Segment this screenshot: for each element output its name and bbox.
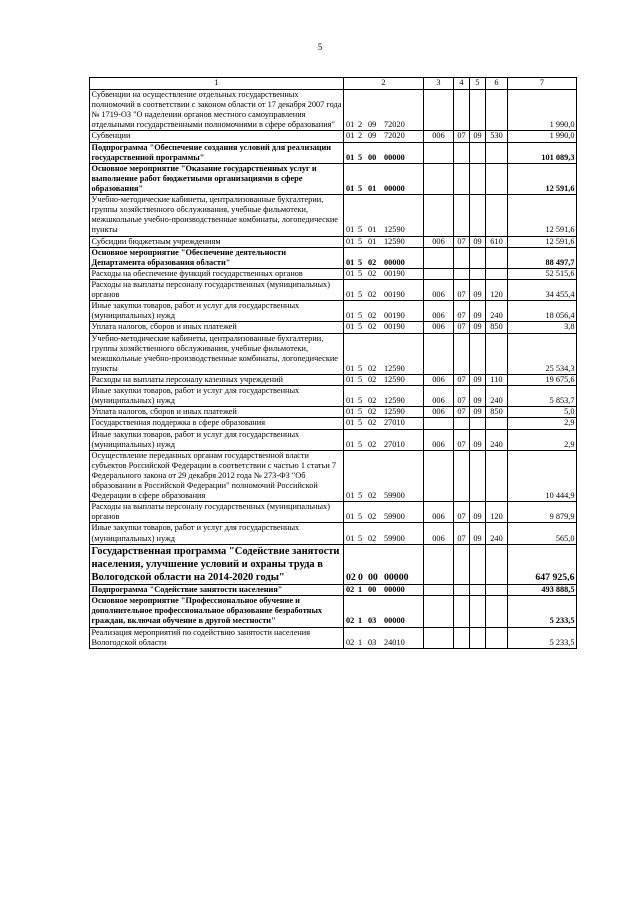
cell-expense-type — [486, 333, 508, 374]
code-event: 02 — [368, 491, 377, 501]
row-name: Субсидии бюджетным учреждениям — [90, 236, 344, 247]
code-event: 01 — [368, 183, 377, 193]
target-code — [344, 333, 424, 374]
cell-subsection — [470, 544, 486, 584]
code-event: 09 — [368, 120, 377, 130]
cell-ministry — [424, 142, 454, 163]
target-code — [344, 374, 424, 385]
cell-subsection: 09 — [470, 131, 486, 142]
cell-ministry: 006 — [424, 523, 454, 544]
row-name: Учебно-методические кабинеты, централизованные бухгалтерии, группы хозяйственного обслуживания, учебные фильмотеки, межшкольные учебно-производственные комбинаты, логопедические пункты — [90, 195, 344, 236]
code-program: 01 — [346, 374, 355, 384]
table-row — [90, 247, 577, 268]
cell-ministry: 006 — [424, 301, 454, 322]
cell-amount: 10 444,9 — [508, 450, 577, 502]
code-program: 01 — [346, 225, 355, 235]
code-subprogram: 5 — [358, 407, 363, 417]
code-program: 02 — [346, 616, 355, 626]
row-name: Основное мероприятие "Оказание государственных услуг и выполнение работ бюджетными организациями в сфере образования" — [90, 163, 344, 194]
cell-section: 07 — [454, 236, 470, 247]
cell-expense-type — [486, 90, 508, 131]
code-subprogram: 5 — [358, 363, 363, 373]
cell-ministry — [424, 585, 454, 596]
row-name: Уплата налогов, сборов и иных платежей — [90, 322, 344, 333]
column-header: 7 — [508, 78, 577, 90]
cell-section: 07 — [454, 502, 470, 523]
cell-expense-type — [486, 142, 508, 163]
code-program: 01 — [346, 268, 355, 278]
row-name: Расходы на выплаты персоналу государственных (муниципальных) органов — [90, 502, 344, 523]
code-event: 02 — [368, 512, 377, 522]
target-code — [344, 131, 424, 142]
cell-amount: 52 515,6 — [508, 268, 577, 279]
code-subprogram: 5 — [358, 183, 363, 193]
cell-amount: 3,8 — [508, 322, 577, 333]
cell-subsection — [470, 333, 486, 374]
code-program: 01 — [346, 290, 355, 300]
code-subprogram: 5 — [358, 311, 363, 321]
code-direction: 27010 — [384, 439, 405, 449]
table-row — [90, 374, 577, 385]
row-name: Иные закупки товаров, работ и услуг для государственных (муниципальных) нужд — [90, 386, 344, 407]
cell-section — [454, 142, 470, 163]
cell-amount: 565,0 — [508, 523, 577, 544]
target-code — [344, 418, 424, 429]
cell-expense-type — [486, 596, 508, 627]
code-event: 01 — [368, 225, 377, 235]
cell-expense-type — [486, 268, 508, 279]
code-program: 01 — [346, 396, 355, 406]
row-name: Расходы на обеспечение функций государственных органов — [90, 268, 344, 279]
row-name: Иные закупки товаров, работ и услуг для государственных (муниципальных) нужд — [90, 301, 344, 322]
cell-section — [454, 268, 470, 279]
page-number: 5 — [317, 42, 323, 52]
cell-section — [454, 90, 470, 131]
cell-section: 07 — [454, 301, 470, 322]
table-row — [90, 418, 577, 429]
code-subprogram: 5 — [358, 491, 363, 501]
target-code — [344, 450, 424, 502]
cell-section: 07 — [454, 131, 470, 142]
row-name: Иные закупки товаров, работ и услуг для государственных (муниципальных) нужд — [90, 429, 344, 450]
cell-ministry: 006 — [424, 429, 454, 450]
code-subprogram: 1 — [358, 616, 363, 626]
cell-amount: 101 089,3 — [508, 142, 577, 163]
code-event: 02 — [368, 311, 377, 321]
cell-section: 07 — [454, 429, 470, 450]
code-subprogram: 5 — [358, 257, 363, 267]
code-program: 01 — [346, 152, 355, 162]
cell-amount: 647 925,6 — [508, 544, 577, 584]
code-program: 01 — [346, 183, 355, 193]
table-row — [90, 195, 577, 236]
target-code — [344, 585, 424, 596]
row-name: Государственная программа "Содействие занятости населения, улучшение условий и охраны труда в Вологодской области на 2014-2020 годы" — [90, 544, 344, 584]
cell-ministry: 006 — [424, 322, 454, 333]
code-event: 02 — [368, 374, 377, 384]
cell-ministry — [424, 333, 454, 374]
row-name: Уплата налогов, сборов и иных платежей — [90, 407, 344, 418]
table-row — [90, 429, 577, 450]
code-direction: 72020 — [384, 131, 405, 141]
target-code — [344, 195, 424, 236]
target-code — [344, 544, 424, 584]
target-code — [344, 279, 424, 300]
cell-expense-type: 120 — [486, 502, 508, 523]
cell-expense-type: 850 — [486, 407, 508, 418]
target-code — [344, 163, 424, 194]
budget-table — [89, 77, 577, 649]
code-direction: 00000 — [384, 585, 405, 595]
cell-expense-type: 110 — [486, 374, 508, 385]
code-event: 02 — [368, 533, 377, 543]
code-program: 02 — [346, 585, 355, 595]
column-header: 4 — [454, 78, 470, 90]
cell-amount: 12 591,6 — [508, 195, 577, 236]
cell-ministry — [424, 90, 454, 131]
target-code — [344, 386, 424, 407]
code-event: 00 — [368, 572, 378, 584]
code-direction: 12590 — [384, 236, 405, 246]
row-name: Основное мероприятие "Профессиональное обучение и дополнительное профессиональное образование безработных граждан, включая обучение в другой местности" — [90, 596, 344, 627]
cell-amount: 2,9 — [508, 429, 577, 450]
cell-expense-type — [486, 195, 508, 236]
cell-amount: 9 879,9 — [508, 502, 577, 523]
code-subprogram: 5 — [358, 533, 363, 543]
code-program: 01 — [346, 257, 355, 267]
table-row — [90, 131, 577, 142]
row-name: Реализация мероприятий по содействию занятости населения Вологодской области — [90, 627, 344, 648]
table-row — [90, 544, 577, 584]
code-event: 00 — [368, 585, 377, 595]
cell-subsection — [470, 163, 486, 194]
code-event: 02 — [368, 363, 377, 373]
cell-ministry — [424, 195, 454, 236]
cell-ministry: 006 — [424, 374, 454, 385]
code-program: 01 — [346, 120, 355, 130]
cell-subsection: 09 — [470, 374, 486, 385]
target-code — [344, 247, 424, 268]
column-header: 1 — [90, 78, 344, 90]
code-direction: 27010 — [384, 418, 405, 428]
code-direction: 72020 — [384, 120, 405, 130]
code-direction: 00190 — [384, 311, 405, 321]
code-event: 02 — [368, 322, 377, 332]
column-header: 5 — [470, 78, 486, 90]
target-code — [344, 301, 424, 322]
target-code — [344, 142, 424, 163]
code-program: 01 — [346, 363, 355, 373]
cell-expense-type — [486, 585, 508, 596]
cell-section — [454, 418, 470, 429]
target-code — [344, 407, 424, 418]
cell-amount: 12 591,6 — [508, 236, 577, 247]
table-row — [90, 523, 577, 544]
code-direction: 00000 — [384, 152, 405, 162]
code-subprogram: 5 — [358, 290, 363, 300]
cell-subsection: 09 — [470, 386, 486, 407]
cell-ministry: 006 — [424, 279, 454, 300]
cell-subsection: 09 — [470, 429, 486, 450]
code-event: 02 — [368, 257, 377, 267]
cell-subsection — [470, 627, 486, 648]
code-direction: 59900 — [384, 533, 405, 543]
code-event: 01 — [368, 236, 377, 246]
code-program: 01 — [346, 407, 355, 417]
table-row — [90, 407, 577, 418]
code-event: 03 — [368, 616, 377, 626]
table-row — [90, 333, 577, 374]
cell-amount: 2,9 — [508, 418, 577, 429]
code-direction: 59900 — [384, 491, 405, 501]
cell-subsection — [470, 450, 486, 502]
cell-amount: 1 990,0 — [508, 90, 577, 131]
table-row — [90, 386, 577, 407]
cell-ministry — [424, 627, 454, 648]
code-event: 02 — [368, 290, 377, 300]
cell-expense-type — [486, 418, 508, 429]
cell-section: 07 — [454, 322, 470, 333]
cell-ministry — [424, 544, 454, 584]
cell-ministry — [424, 163, 454, 194]
column-header: 2 — [344, 78, 424, 90]
row-name: Осуществление переданных органам государственной власти субъектов Российской Федерации в соответствии с частью 1 статьи 7 Федерального закона от 29 декабря 2012 года № 273-ФЗ "Об образовании в Российской Федерации" полномочий Российской Федерации в сфере образования — [90, 450, 344, 502]
row-name: Субвенции — [90, 131, 344, 142]
row-name: Расходы на выплаты персоналу казенных учреждений — [90, 374, 344, 385]
table-row — [90, 301, 577, 322]
code-direction: 00000 — [384, 257, 405, 267]
code-event: 00 — [368, 152, 377, 162]
cell-subsection: 09 — [470, 322, 486, 333]
code-program: 01 — [346, 311, 355, 321]
code-direction: 12590 — [384, 363, 405, 373]
cell-amount: 88 497,7 — [508, 247, 577, 268]
cell-expense-type — [486, 163, 508, 194]
code-subprogram: 2 — [358, 120, 363, 130]
code-direction: 12590 — [384, 396, 405, 406]
code-event: 03 — [368, 637, 377, 647]
cell-ministry: 006 — [424, 386, 454, 407]
target-code — [344, 596, 424, 627]
cell-subsection — [470, 585, 486, 596]
cell-section: 07 — [454, 374, 470, 385]
target-code — [344, 502, 424, 523]
row-name: Основное мероприятие "Обеспечение деятельности Департамента образования области" — [90, 247, 344, 268]
code-program: 01 — [346, 512, 355, 522]
table-row — [90, 585, 577, 596]
code-program: 02 — [346, 572, 356, 584]
row-name: Субвенции на осуществление отдельных государственных полномочий в соответствии с законом области от 17 декабря 2007 года № 1719-ОЗ "О наделении органов местного самоуправления отдельными государственными полномочиями в сфере образования" — [90, 90, 344, 131]
cell-expense-type: 240 — [486, 301, 508, 322]
cell-ministry: 006 — [424, 407, 454, 418]
code-program: 01 — [346, 491, 355, 501]
cell-subsection: 09 — [470, 279, 486, 300]
target-code — [344, 429, 424, 450]
cell-section — [454, 627, 470, 648]
code-program: 01 — [346, 439, 355, 449]
code-subprogram: 5 — [358, 512, 363, 522]
table-row — [90, 236, 577, 247]
cell-ministry: 006 — [424, 236, 454, 247]
row-name: Подпрограмма "Содействие занятости населения" — [90, 585, 344, 596]
code-program: 02 — [346, 637, 355, 647]
row-name: Подпрограмма "Обеспечение создания условий для реализации государственной программы" — [90, 142, 344, 163]
cell-section: 07 — [454, 386, 470, 407]
cell-section — [454, 333, 470, 374]
row-name: Иные закупки товаров, работ и услуг для государственных (муниципальных) нужд — [90, 523, 344, 544]
code-program: 01 — [346, 533, 355, 543]
code-direction: 12590 — [384, 225, 405, 235]
row-name: Государственная поддержка в сфере образования — [90, 418, 344, 429]
cell-amount: 19 675,6 — [508, 374, 577, 385]
cell-amount: 493 888,5 — [508, 585, 577, 596]
code-subprogram: 1 — [358, 637, 363, 647]
code-direction: 59900 — [384, 512, 405, 522]
cell-amount: 12 591,6 — [508, 163, 577, 194]
code-subprogram: 5 — [358, 439, 363, 449]
cell-expense-type — [486, 247, 508, 268]
target-code — [344, 268, 424, 279]
cell-expense-type: 240 — [486, 523, 508, 544]
code-program: 01 — [346, 322, 355, 332]
cell-section — [454, 585, 470, 596]
code-subprogram: 1 — [358, 585, 363, 595]
cell-section: 07 — [454, 279, 470, 300]
cell-ministry: 006 — [424, 502, 454, 523]
code-subprogram: 5 — [358, 236, 363, 246]
table-row — [90, 596, 577, 627]
code-subprogram: 5 — [358, 418, 363, 428]
cell-subsection: 09 — [470, 407, 486, 418]
cell-section — [454, 596, 470, 627]
cell-expense-type — [486, 627, 508, 648]
cell-expense-type — [486, 450, 508, 502]
cell-expense-type: 530 — [486, 131, 508, 142]
target-code — [344, 523, 424, 544]
cell-expense-type: 240 — [486, 386, 508, 407]
table-row — [90, 268, 577, 279]
cell-subsection — [470, 418, 486, 429]
table-row — [90, 627, 577, 648]
code-event: 02 — [368, 268, 377, 278]
cell-amount: 25 534,3 — [508, 333, 577, 374]
cell-amount: 1 990,0 — [508, 131, 577, 142]
column-header: 3 — [424, 78, 454, 90]
cell-subsection: 09 — [470, 236, 486, 247]
header-row — [90, 78, 577, 90]
table-row — [90, 502, 577, 523]
code-event: 02 — [368, 407, 377, 417]
column-header: 6 — [486, 78, 508, 90]
cell-ministry — [424, 247, 454, 268]
cell-amount: 34 455,4 — [508, 279, 577, 300]
code-direction: 00000 — [384, 183, 405, 193]
cell-subsection: 09 — [470, 301, 486, 322]
code-direction: 00190 — [384, 322, 405, 332]
cell-section: 07 — [454, 523, 470, 544]
cell-subsection — [470, 142, 486, 163]
cell-amount: 5 233,5 — [508, 627, 577, 648]
code-program: 01 — [346, 131, 355, 141]
table-row — [90, 90, 577, 131]
cell-subsection — [470, 596, 486, 627]
cell-section — [454, 544, 470, 584]
cell-subsection: 09 — [470, 523, 486, 544]
cell-expense-type: 850 — [486, 322, 508, 333]
cell-amount: 5 233,5 — [508, 596, 577, 627]
code-subprogram: 0 — [358, 572, 363, 584]
code-subprogram: 5 — [358, 268, 363, 278]
cell-amount: 5 853,7 — [508, 386, 577, 407]
cell-section — [454, 247, 470, 268]
cell-ministry: 006 — [424, 131, 454, 142]
code-direction: 12590 — [384, 374, 405, 384]
code-subprogram: 5 — [358, 396, 363, 406]
code-direction: 00190 — [384, 290, 405, 300]
cell-subsection — [470, 268, 486, 279]
code-subprogram: 5 — [358, 225, 363, 235]
cell-subsection — [470, 90, 486, 131]
code-program: 01 — [346, 236, 355, 246]
code-direction: 12590 — [384, 407, 405, 417]
cell-subsection: 09 — [470, 502, 486, 523]
cell-expense-type: 610 — [486, 236, 508, 247]
cell-section: 07 — [454, 407, 470, 418]
code-direction: 00190 — [384, 268, 405, 278]
code-direction: 24010 — [384, 637, 405, 647]
table-row — [90, 142, 577, 163]
table-row — [90, 322, 577, 333]
code-program: 01 — [346, 418, 355, 428]
cell-expense-type — [486, 544, 508, 584]
cell-amount: 18 056,4 — [508, 301, 577, 322]
row-name: Учебно-методические кабинеты, централизованные бухгалтерии, группы хозяйственного обслуживания, учебные фильмотеки, межшкольные учебно-производственные комбинаты, логопедические пункты — [90, 333, 344, 374]
target-code — [344, 627, 424, 648]
cell-ministry — [424, 450, 454, 502]
target-code — [344, 90, 424, 131]
cell-subsection — [470, 247, 486, 268]
code-subprogram: 5 — [358, 152, 363, 162]
code-subprogram: 5 — [358, 322, 363, 332]
cell-section — [454, 163, 470, 194]
table-row — [90, 163, 577, 194]
cell-subsection — [470, 195, 486, 236]
code-direction: 00000 — [384, 616, 405, 626]
code-event: 09 — [368, 131, 377, 141]
cell-amount: 5,0 — [508, 407, 577, 418]
code-direction: 00000 — [384, 572, 409, 584]
cell-ministry — [424, 268, 454, 279]
row-name: Расходы на выплаты персоналу государственных (муниципальных) органов — [90, 279, 344, 300]
code-event: 02 — [368, 418, 377, 428]
cell-expense-type: 240 — [486, 429, 508, 450]
target-code — [344, 322, 424, 333]
code-event: 02 — [368, 439, 377, 449]
code-subprogram: 5 — [358, 374, 363, 384]
table-row — [90, 279, 577, 300]
cell-ministry — [424, 596, 454, 627]
cell-section — [454, 450, 470, 502]
cell-ministry — [424, 418, 454, 429]
cell-section — [454, 195, 470, 236]
cell-expense-type: 120 — [486, 279, 508, 300]
code-event: 02 — [368, 396, 377, 406]
code-subprogram: 2 — [358, 131, 363, 141]
table-row — [90, 450, 577, 502]
target-code — [344, 236, 424, 247]
